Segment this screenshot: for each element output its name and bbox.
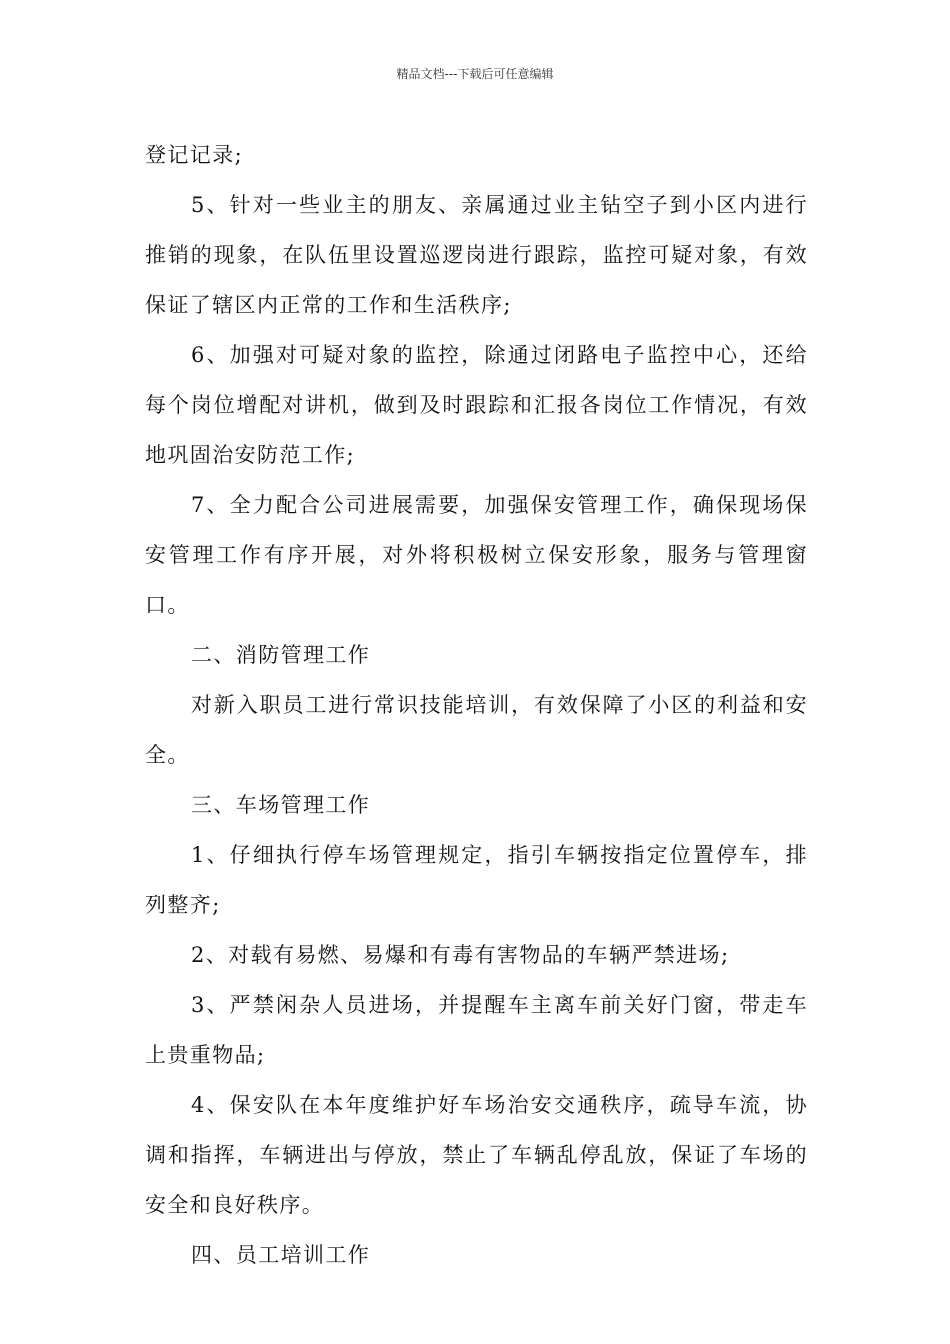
paragraph-parking-item-3: 3、严禁闲杂人员进场，并提醒车主离车前关好门窗，带走车上贵重物品; <box>145 993 808 1067</box>
page-header: 精品文档---下载后可任意编辑 <box>396 67 554 81</box>
section-heading-staff-training: 四、员工培训工作 <box>191 1243 371 1267</box>
paragraph-item-6: 6、加强对可疑对象的监控，除通过闭路电子监控中心，还给每个岗位增配对讲机，做到及时跟踪和汇报各岗位工作情况，有效地巩固治安防范工作; <box>145 343 808 467</box>
section-heading-parking: 三、车场管理工作 <box>191 793 371 817</box>
paragraph-parking-item-4: 4、保安队在本年度维护好车场治安交通秩序，疏导车流，协调和指挥，车辆进出与停放，禁止了车辆乱停乱放，保证了车场的安全和良好秩序。 <box>145 1093 808 1217</box>
paragraph-parking-item-1: 1、仔细执行停车场管理规定，指引车辆按指定位置停车，排列整齐; <box>145 843 808 917</box>
section-heading-fire-safety: 二、消防管理工作 <box>191 643 371 667</box>
paragraph-item-5: 5、针对一些业主的朋友、亲属通过业主钻空子到小区内进行推销的现象，在队伍里设置巡逻岗进行跟踪，监控可疑对象，有效保证了辖区内正常的工作和生活秩序; <box>145 193 808 317</box>
paragraph-item-7: 7、全力配合公司进展需要，加强保安管理工作，确保现场保安管理工作有序开展，对外将积极树立保安形象，服务与管理窗口。 <box>145 493 808 617</box>
paragraph-parking-item-2: 2、对载有易燃、易爆和有毒有害物品的车辆严禁进场; <box>191 943 730 967</box>
paragraph-registration-record: 登记记录; <box>145 143 244 167</box>
document-body <box>145 130 808 1280</box>
paragraph-fire-safety-training: 对新入职员工进行常识技能培训，有效保障了小区的利益和安全。 <box>145 693 808 767</box>
